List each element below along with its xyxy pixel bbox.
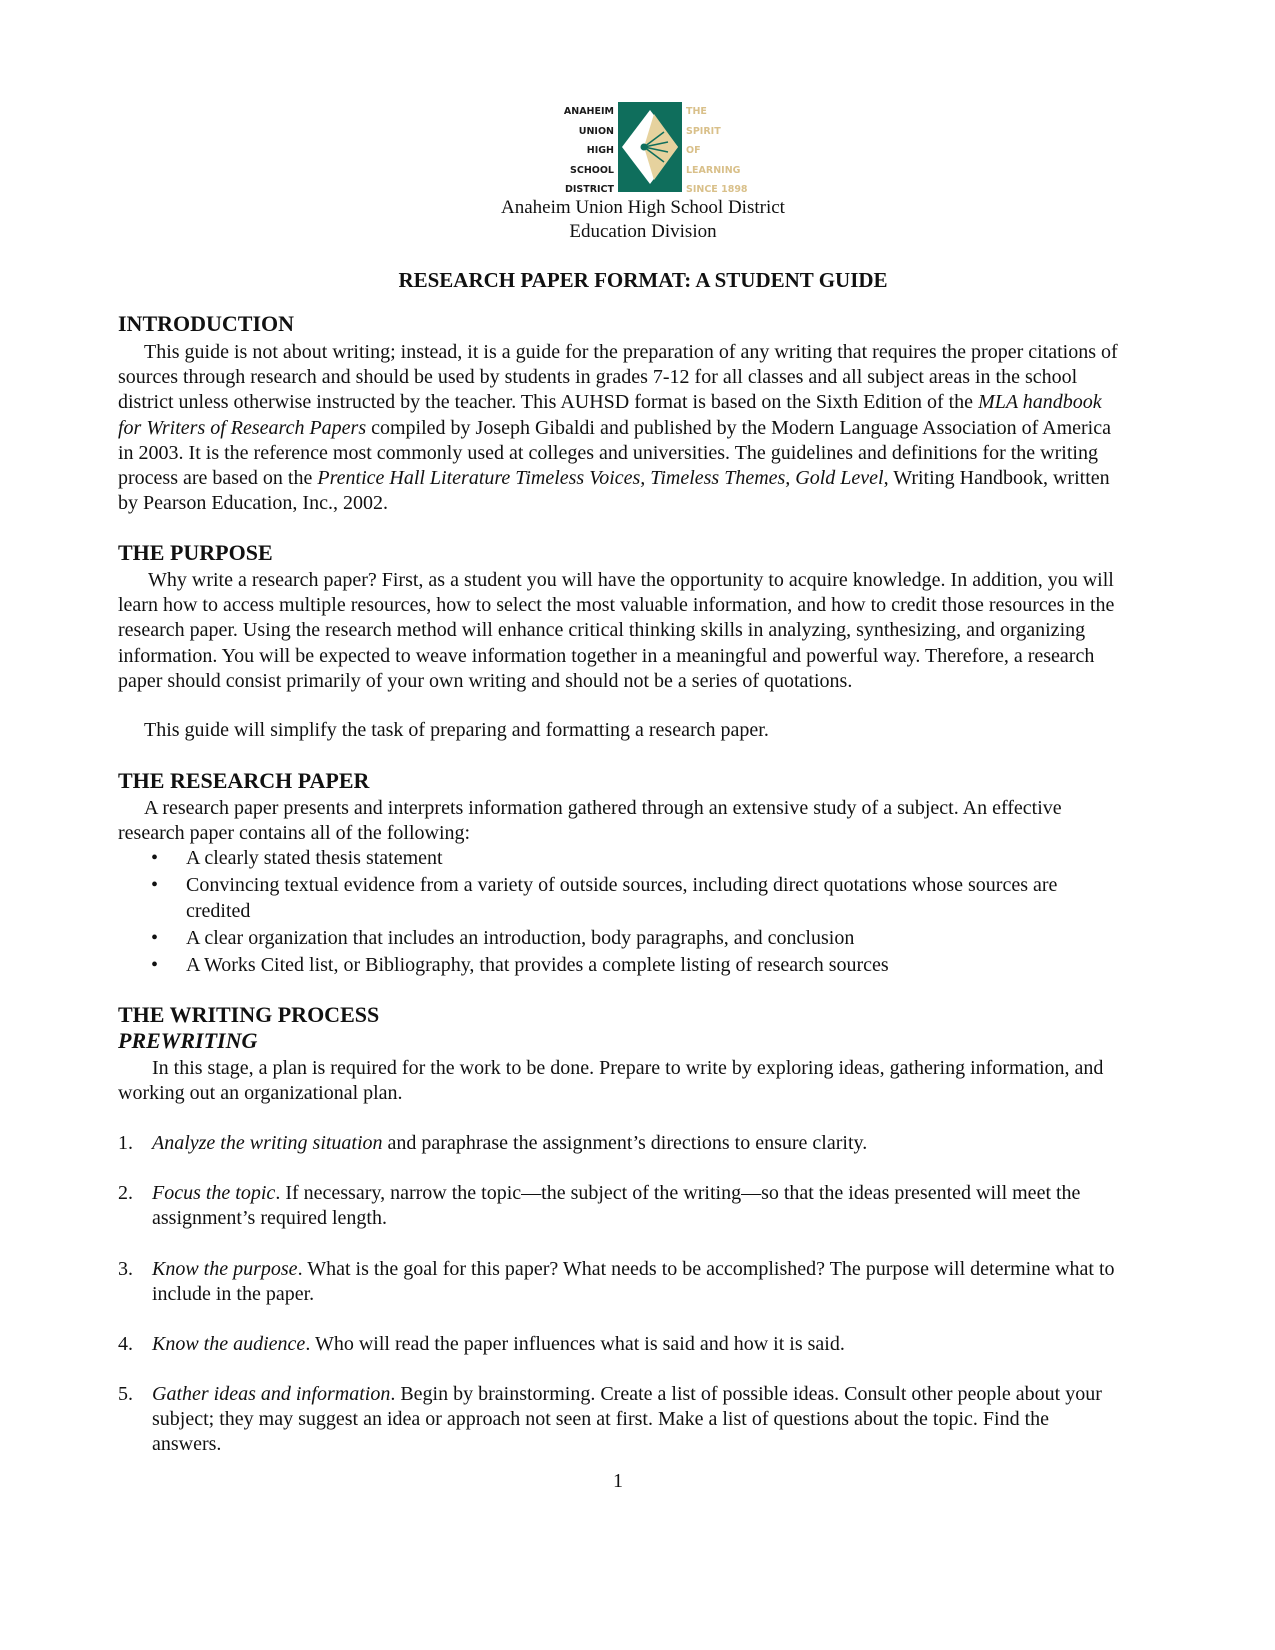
purpose-paragraph: Why write a research paper? First, as a student you will have the opportunity to acquire knowledge. In addition, you will learn how to access multiple resources, how to select the most valuable information, and how to credit those resources in the research paper. Using the research method will enhance critical thinking skills in analyzing, synthesizing, and organizing information. You will be expected to weave information together in a meaningful and powerful way. Therefore, a research paper should consist primarily of your own writing and should not be a series of quotations. (118, 569, 1115, 692)
list-item: • A clearly stated thesis statement (151, 847, 443, 869)
purpose-heading: THE PURPOSE (118, 540, 273, 565)
organization-name: Anaheim Union High School District (501, 197, 785, 218)
step-item: 3. Know the purpose. What is the goal for this paper? What needs to be accomplished? The purpose will determine what to include in the paper. (118, 1258, 1115, 1305)
step-item: 5. Gather ideas and information. Begin by brainstorming. Create a list of possible ideas. Consult other people about your subject; they may suggest an idea or approach not seen at first. Make a list of questions about the topic. Find the answers. (118, 1383, 1102, 1455)
purpose-paragraph-2: This guide will simplify the task of preparing and formatting a research paper. (144, 719, 769, 741)
step-item: 4. Know the audience. Who will read the paper influences what is said and how it is said. (118, 1333, 845, 1355)
research-paper-paragraph: A research paper presents and interprets information gathered through an extensive study of a subject. An effective research paper contains all of the following: (118, 797, 1062, 845)
page-number: 1 (613, 1470, 623, 1492)
document-title: RESEARCH PAPER FORMAT: A STUDENT GUIDE (398, 268, 888, 292)
step-item: 1. Analyze the writing situation and paraphrase the assignment’s directions to ensure clarity. (118, 1132, 868, 1154)
introduction-heading: INTRODUCTION (118, 311, 295, 336)
list-item: • A Works Cited list, or Bibliography, that provides a complete listing of research sources (151, 953, 889, 976)
step-item: 2. Focus the topic. If necessary, narrow the topic—the subject of the writing—so that the ideas presented will meet the assignment’s required length. (118, 1182, 1081, 1229)
logo-right-text: THE SPIRIT OF LEARNING SINCE 1898 (686, 106, 748, 195)
district-logo (536, 98, 856, 194)
requirements-list (118, 846, 1118, 980)
division-name: Education Division (569, 221, 717, 242)
logo-emblem-icon (618, 102, 682, 192)
writing-process-heading: THE WRITING PROCESS (118, 1002, 380, 1027)
list-item: • Convincing textual evidence from a variety of outside sources, including direct quotations whose sources are credited (151, 874, 1058, 922)
logo-left-text: ANAHEIM UNION HIGH SCHOOL DISTRICT (563, 106, 614, 195)
prewriting-subheading: PREWRITING (118, 1028, 258, 1053)
introduction-paragraph: This guide is not about writing; instead, it is a guide for the preparation of any writing that requires the proper citations of sources through research and should be used by students in grades 7-12 for all classes and all subject areas in the school district unless otherwise instructed by the teacher. This AUHSD format is based on the Sixth Edition of the MLA handbook for Writers of Research Papers compiled by Joseph Gibaldi and published by the Modern Language Association of America in 2003. It is the reference most commonly used at colleges and universities. The guidelines and definitions for the writing process are based on the Prentice Hall Literature Timeless Voices, Timeless Themes, Gold Level, Writing Handbook, written by Pearson Education, Inc., 2002. (118, 341, 1118, 515)
prewriting-paragraph: In this stage, a plan is required for the work to be done. Prepare to write by exploring ideas, gathering information, and working out an organizational plan. (118, 1057, 1104, 1105)
list-item: • A clear organization that includes an introduction, body paragraphs, and conclusion (151, 926, 855, 949)
research-paper-heading: THE RESEARCH PAPER (118, 768, 370, 793)
